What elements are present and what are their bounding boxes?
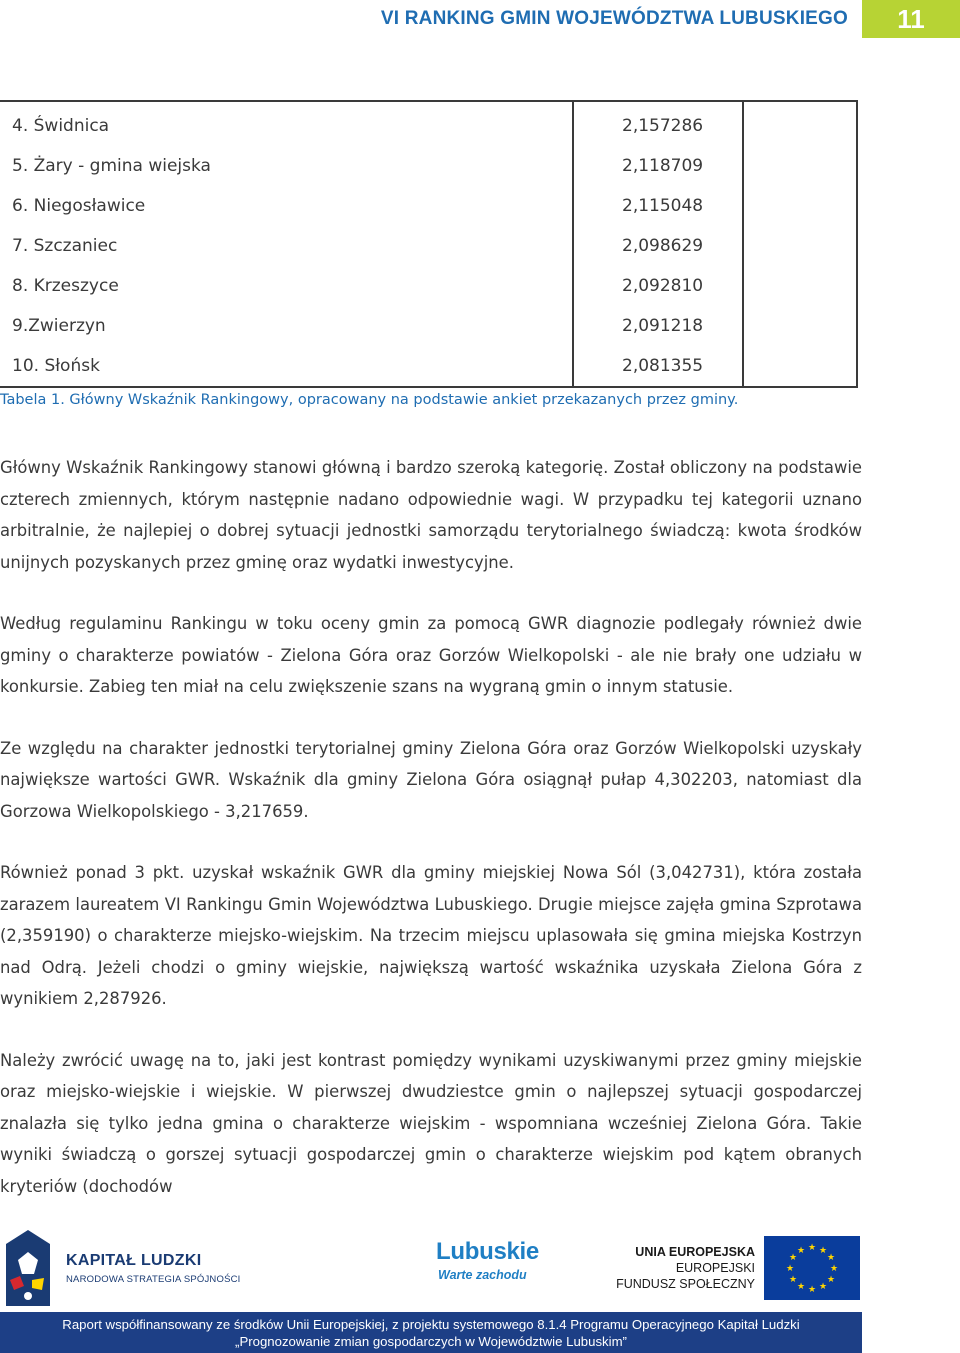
paragraph: Ze względu na charakter jednostki terytorialnej gminy Zielona Góra oraz Gorzów Wielkopolski uzyskały największe wartości GWR. Wskaźnik dla gminy Zielona Góra osiągnął pułap 4,302203, natomiast dla Gorzowa Wielkopolskiego - 3,217659.: [0, 738, 862, 821]
svg-text:★: ★: [788, 1275, 798, 1285]
lubuskie-logo-name: Lubuskie: [436, 1238, 539, 1265]
eu-fund-label: [616, 1244, 755, 1292]
row-value: 2,157286: [573, 101, 743, 146]
paragraph: Według regulaminu Rankingu w toku oceny gmin za pomocą GWR diagnozie podlegały również dwie gminy o charakterze powiatów - Zielona Góra oraz Gorzów Wielkopolski - ale nie brały one udziału w konkursie. Zabieg ten miał na celu zwiększenie szans na wygraną gmin o innym statusie.: [0, 614, 862, 696]
kapital-ludzki-subtitle: NARODOWA STRATEGIA SPÓJNOŚCI: [66, 1274, 241, 1285]
table-row: [0, 146, 857, 186]
body-text: [0, 452, 862, 1232]
row-value: 2,081355: [573, 346, 743, 387]
svg-text:★: ★: [807, 1285, 817, 1295]
row-empty-cell: [743, 146, 857, 186]
row-empty-cell: [743, 186, 857, 226]
svg-text:★: ★: [818, 1246, 828, 1256]
table-row: [0, 266, 857, 306]
svg-text:★: ★: [807, 1243, 817, 1253]
page-number: 11: [862, 0, 960, 38]
row-value: 2,118709: [573, 146, 743, 186]
paragraph: Również ponad 3 pkt. uzyskał wskaźnik GWR dla gminy miejskiej Nowa Sól (3,042731), która została zarazem laureatem VI Rankingu Gmin Województwa Lubuskiego. Drugie miejsce zajęła gmina Szprotawa (2,359190) o charakterze miejsko-wiejskim. Na trzecim miejscu uplasowała się gmina miejska Kostrzyn nad Odrą. Jeżeli chodzi o gminy wiejskie, największą wartość wskaźnika uzyskała Zielona Góra z wynikiem 2,287926.: [0, 863, 862, 1008]
row-empty-cell: [743, 226, 857, 266]
svg-text:★: ★: [826, 1275, 836, 1285]
paragraph: Główny Wskaźnik Rankingowy stanowi główną i bardzo szeroką kategorię. Został obliczony na podstawie czterech zmiennych, którym następnie nadano odpowiednie wagi. W przypadku tej kategorii uznano arbitralnie, że najlepiej o dobrej sytuacji jednostki samorządu terytorialnego świadczą: kwota środków unijnych pozyskanych przez gminę oraz wydatki inwestycyjne.: [0, 458, 862, 572]
row-name: 9.Zwierzyn: [0, 306, 573, 346]
lubuskie-logo-slogan: Warte zachodu: [438, 1268, 527, 1282]
header-title: VI RANKING GMIN WOJEWÓDZTWA LUBUSKIEGO: [380, 8, 848, 29]
kapital-ludzki-logo-mark: [6, 1230, 50, 1306]
svg-text:★: ★: [788, 1253, 798, 1263]
svg-text:★: ★: [796, 1246, 806, 1256]
table-row: [0, 306, 857, 346]
table-row: [0, 186, 857, 226]
svg-text:★: ★: [829, 1264, 839, 1274]
row-name: 4. Świdnica: [0, 101, 573, 146]
row-name: 7. Szczaniec: [0, 226, 573, 266]
row-name: 10. Słońsk: [0, 346, 573, 387]
row-empty-cell: [743, 306, 857, 346]
logo-strip: [0, 1222, 960, 1312]
kapital-ludzki-title: KAPITAŁ LUDZKI: [66, 1252, 202, 1269]
footer-line2: „Prognozowanie zmian gospodarczych w Województwie Lubuskim”: [235, 1334, 627, 1349]
footer-line1: Raport współfinansowany ze środków Unii Europejskiej, z projektu systemowego 8.1.4 Programu Operacyjnego Kapitał Ludzki: [62, 1317, 800, 1332]
row-value: 2,098629: [573, 226, 743, 266]
svg-text:★: ★: [796, 1282, 806, 1292]
row-empty-cell: [743, 346, 857, 387]
row-value: 2,092810: [573, 266, 743, 306]
svg-text:★: ★: [785, 1264, 795, 1274]
table-caption: Tabela 1. Główny Wskaźnik Rankingowy, opracowany na podstawie ankiet przekazanych przez gminy.: [0, 392, 739, 408]
row-name: 8. Krzeszyce: [0, 266, 573, 306]
table-row: [0, 101, 857, 146]
footer-bar: [0, 1312, 862, 1353]
table-row: [0, 346, 857, 387]
row-empty-cell: [743, 266, 857, 306]
eu-flag-icon: [764, 1236, 860, 1300]
paragraph: Należy zwrócić uwagę na to, jaki jest kontrast pomiędzy wynikami uzyskiwanymi przez gminy miejskie oraz miejsko-wiejskie i wiejskie. W pierwszej dwudziestce gmin o najlepszej sytuacji gospodarczej znalazła się tylko jedna gmina o charakterze wiejskim - wspomniana wcześniej Zielona Góra. Takie wyniki świadczą o gorszej sytuacji gospodarczej gmin o charakterze wiejskim pod kątem obranych kryteriów (dochodów: [0, 1050, 862, 1196]
row-value: 2,115048: [573, 186, 743, 226]
row-value: 2,091218: [573, 306, 743, 346]
row-name: 6. Niegosławice: [0, 186, 573, 226]
row-name: 5. Żary - gmina wiejska: [0, 146, 573, 186]
svg-text:★: ★: [818, 1282, 828, 1292]
table-row: [0, 226, 857, 266]
eu-label-line2: EUROPEJSKI: [675, 1261, 755, 1275]
eu-label-line1: UNIA EUROPEJSKA: [635, 1245, 755, 1259]
row-empty-cell: [743, 101, 857, 146]
eu-label-line3: FUNDUSZ SPOŁECZNY: [616, 1277, 755, 1291]
ranking-table: [0, 100, 858, 388]
svg-text:★: ★: [826, 1253, 836, 1263]
